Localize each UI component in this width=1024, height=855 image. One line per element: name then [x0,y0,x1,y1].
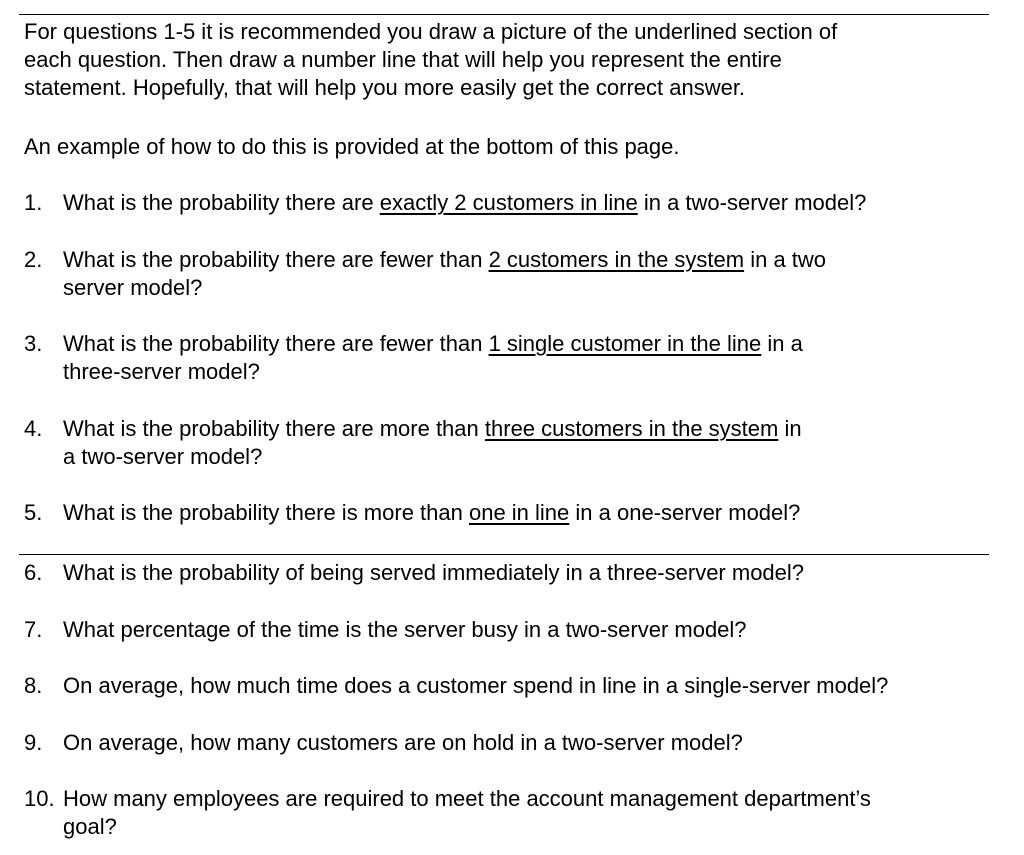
question-text-post: in [778,416,802,441]
question-text [63,499,963,527]
question-text-post: in a two-server model? [637,190,867,215]
question-text-line-2: goal? [63,814,117,839]
intro-line-3: statement. Hopefully, that will help you more easily get the correct answer. [24,75,746,100]
question-text-line-1: How many employees are required to meet the account management department’s [63,786,871,811]
question-number: 7. [24,617,43,642]
question-text [63,189,963,217]
question-number: 4. [24,416,43,441]
question-number: 3. [24,331,43,356]
question-underlined: exactly 2 customers in line [379,190,638,215]
question-underlined: 2 customers in the system [488,247,745,272]
question-text-line-2: three-server model? [63,359,260,384]
question-text-line-2: a two-server model? [63,444,263,469]
question-number: 8. [24,673,43,698]
question-number: 1. [24,190,43,215]
question-underlined: 1 single customer in the line [488,331,762,356]
intro-line-2: each question. Then draw a number line that will help you represent the entire [24,47,782,72]
question-text: What is the probability of being served immediately in a three-server model? [63,560,805,585]
question-underlined: three customers in the system [484,416,779,441]
question-text-post: in a two [744,247,827,272]
question-text [63,415,963,471]
question-text: What percentage of the time is the server busy in a two-server model? [63,617,747,642]
question-text: On average, how many customers are on hold in a two-server model? [63,730,743,755]
question-number: 10. [24,786,55,811]
question-number: 9. [24,730,43,755]
question-text-pre: What is the probability there is more than [63,500,469,525]
question-number: 5. [24,500,43,525]
question-text-pre: What is the probability there are more than [63,416,485,441]
top-divider [19,14,989,15]
question-underlined: one in line [468,500,570,525]
question-number: 6. [24,560,43,585]
question-text-post: in a [761,331,803,356]
question-text [63,330,963,386]
question-text-line-2: server model? [63,275,203,300]
question-text-pre: What is the probability there are [63,190,380,215]
question-text [63,785,993,841]
question-text: On average, how much time does a customer spend in line in a single-server model? [63,673,889,698]
question-text-pre: What is the probability there are fewer than [63,331,489,356]
section-divider [19,554,989,555]
example-note: An example of how to do this is provided at the bottom of this page. [24,134,680,159]
intro-line-1: For questions 1-5 it is recommended you draw a picture of the underlined section of [24,19,838,44]
question-text-pre: What is the probability there are fewer than [63,247,489,272]
question-number: 2. [24,247,43,272]
question-text [63,246,963,302]
question-text-post: in a one-server model? [569,500,801,525]
intro-paragraph [24,18,984,102]
